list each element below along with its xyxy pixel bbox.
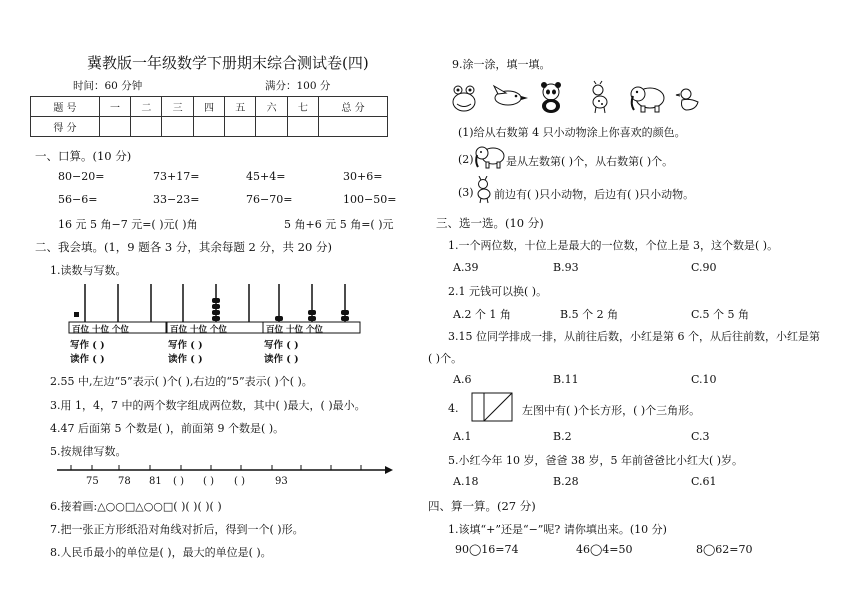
choice-5-option-b[interactable]: B.28	[553, 475, 579, 488]
choice-4-option-b[interactable]: B.2	[553, 430, 572, 443]
money-calc-1: 16 元 5 角−7 元=( )元( )角	[58, 218, 198, 231]
number-line-blank[interactable]: ( )	[234, 476, 245, 487]
score-cell[interactable]	[256, 117, 287, 137]
score-row-label: 得 分	[31, 117, 100, 137]
choice-4-option-a[interactable]: A.1	[453, 430, 472, 443]
read-label: 读作 ( )	[168, 354, 203, 365]
question-9: 9.涂一涂，填一填。	[452, 58, 551, 71]
score-header-cell: 三	[162, 97, 193, 117]
number-line-label: 93	[275, 476, 288, 487]
choice-3-option-c[interactable]: C.10	[691, 373, 717, 386]
choice-4-text: 左图中有( )个长方形，( )个三角形。	[522, 404, 701, 417]
question-9-2-text: 是从左数第( )个，从右数第( )个。	[506, 155, 674, 168]
oral-calc-item: 80−20=	[58, 170, 105, 183]
number-line-label: 75	[86, 476, 99, 487]
deer-icon	[474, 176, 494, 204]
section-2-heading: 二、我会填。(1，9 题各 3 分，其余每题 2 分，共 20 分)	[35, 240, 332, 254]
score-cell[interactable]	[131, 117, 162, 137]
question-2-4: 4.47 后面第 5 个数是( )，前面第 9 个数是( )。	[50, 422, 285, 435]
money-calc-2: 5 角+6 元 5 角=( )元	[284, 218, 394, 231]
elephant-icon	[474, 144, 506, 170]
choice-5: 5.小红今年 10 岁，爸爸 38 岁，5 年前爸爸比小红大( )岁。	[448, 454, 744, 467]
choice-2-option-b[interactable]: B.5 个 2 角	[560, 308, 619, 321]
number-line-label: 78	[118, 476, 131, 487]
question-9-1: (1)给从右数第 4 只小动物涂上你喜欢的颜色。	[458, 126, 686, 139]
number-line-blank[interactable]: ( )	[173, 476, 184, 487]
score-header-cell: 二	[131, 97, 162, 117]
oral-calc-item: 45+4=	[246, 170, 286, 183]
panda-icon	[541, 82, 561, 113]
score-table-header-row	[31, 97, 388, 117]
choice-3-option-b[interactable]: B.11	[553, 373, 579, 386]
bird-icon	[494, 86, 528, 105]
elephant-icon	[631, 87, 664, 112]
score-cell[interactable]	[99, 117, 130, 137]
write-label: 写作 ( )	[168, 340, 203, 351]
time-label: 时间：60 分钟	[73, 80, 143, 92]
choice-3-option-a[interactable]: A.6	[453, 373, 472, 386]
score-cell[interactable]	[319, 117, 388, 137]
section-3-heading: 三、选一选。(10 分)	[436, 216, 544, 230]
number-line	[55, 463, 395, 477]
choice-2: 2.1 元钱可以换( )。	[448, 285, 548, 298]
score-cell[interactable]	[162, 117, 193, 137]
animal-row	[440, 80, 705, 114]
number-line-label: 81	[149, 476, 162, 487]
choice-3-line2: ( )个。	[428, 352, 463, 365]
read-label: 读作 ( )	[70, 354, 105, 365]
fill-operator-item[interactable]: 46◯4=50	[576, 543, 633, 556]
question-2-5: 5.按规律写数。	[50, 445, 127, 458]
choice-1: 1.一个两位数，十位上是最大的一位数，个位上是 3，这个数是( )。	[448, 239, 779, 252]
fill-operator-item[interactable]: 8◯62=70	[696, 543, 753, 556]
choice-1-option-a[interactable]: A.39	[453, 261, 479, 274]
choice-2-option-a[interactable]: A.2 个 1 角	[453, 308, 511, 321]
section-1-heading: 一、口算。(10 分)	[35, 149, 132, 163]
rectangle-triangle-figure	[471, 392, 513, 422]
write-label: 写作 ( )	[70, 340, 105, 351]
abacus-2-label: 百位 十位 个位	[170, 325, 227, 335]
score-cell[interactable]	[193, 117, 224, 137]
page-title: 冀教版一年级数学下册期末综合测试卷(四)	[87, 54, 369, 72]
abacus-1-label: 百位 十位 个位	[72, 325, 129, 335]
choice-3-line1: 3.15 位同学排成一排，从前往后数，小红是第 6 个，从后往前数，小红是第	[448, 330, 820, 343]
abacus-3-label: 百位 十位 个位	[266, 325, 323, 335]
score-table-score-row	[31, 117, 388, 137]
choice-4-option-c[interactable]: C.3	[691, 430, 710, 443]
oral-calc-item: 73+17=	[153, 170, 200, 183]
score-header-cell: 六	[256, 97, 287, 117]
score-header-cell: 四	[193, 97, 224, 117]
score-header-cell: 一	[99, 97, 130, 117]
score-cell[interactable]	[287, 117, 318, 137]
duck-icon	[676, 89, 698, 110]
full-score-label: 满分：100 分	[265, 80, 331, 92]
oral-calc-item: 30+6=	[343, 170, 383, 183]
section-4-question-1: 1.该填“+”还是“−”呢? 请你填出来。(10 分)	[448, 523, 667, 536]
oral-calc-item: 76−70=	[246, 193, 293, 206]
number-line-blank[interactable]: ( )	[203, 476, 214, 487]
choice-2-option-c[interactable]: C.5 个 5 角	[691, 308, 750, 321]
oral-calc-item: 56−6=	[58, 193, 98, 206]
section-4-heading: 四、算一算。(27 分)	[428, 499, 536, 513]
score-header-cell: 题 号	[31, 97, 100, 117]
choice-1-option-c[interactable]: C.90	[691, 261, 717, 274]
choice-4-number: 4.	[448, 402, 459, 415]
score-cell[interactable]	[225, 117, 256, 137]
choice-5-option-c[interactable]: C.61	[691, 475, 717, 488]
deer-icon	[593, 81, 607, 113]
question-2-2: 2.55 中,左边“5”表示( )个( ),右边的“5”表示( )个( )。	[50, 375, 313, 388]
question-2-8: 8.人民币最小的单位是( )，最大的单位是( )。	[50, 546, 272, 559]
read-label: 读作 ( )	[264, 354, 299, 365]
question-2-3: 3.用 1，4，7 中的两个数字组成两位数，其中( )最大，( )最小。	[50, 399, 366, 412]
frog-icon	[453, 86, 475, 111]
score-table	[30, 96, 388, 137]
question-9-3-prefix: (3)	[458, 186, 474, 199]
question-2-7: 7.把一张正方形纸沿对角线对折后，得到一个( )形。	[50, 523, 304, 536]
question-9-2-prefix: (2)	[458, 153, 474, 166]
choice-1-option-b[interactable]: B.93	[553, 261, 579, 274]
question-2-6: 6.接着画:△○○□△○○□( )( )( )( )	[50, 500, 222, 513]
question-9-3-text: 前边有( )只小动物，后边有( )只小动物。	[494, 188, 695, 201]
oral-calc-item: 33−23=	[153, 193, 200, 206]
fill-operator-item[interactable]: 90◯16=74	[455, 543, 519, 556]
question-2-1: 1.读数与写数。	[50, 264, 127, 277]
oral-calc-item: 100−50=	[343, 193, 397, 206]
score-header-cell: 总 分	[319, 97, 388, 117]
score-header-cell: 五	[225, 97, 256, 117]
choice-5-option-a[interactable]: A.18	[453, 475, 479, 488]
score-header-cell: 七	[287, 97, 318, 117]
write-label: 写作 ( )	[264, 340, 299, 351]
